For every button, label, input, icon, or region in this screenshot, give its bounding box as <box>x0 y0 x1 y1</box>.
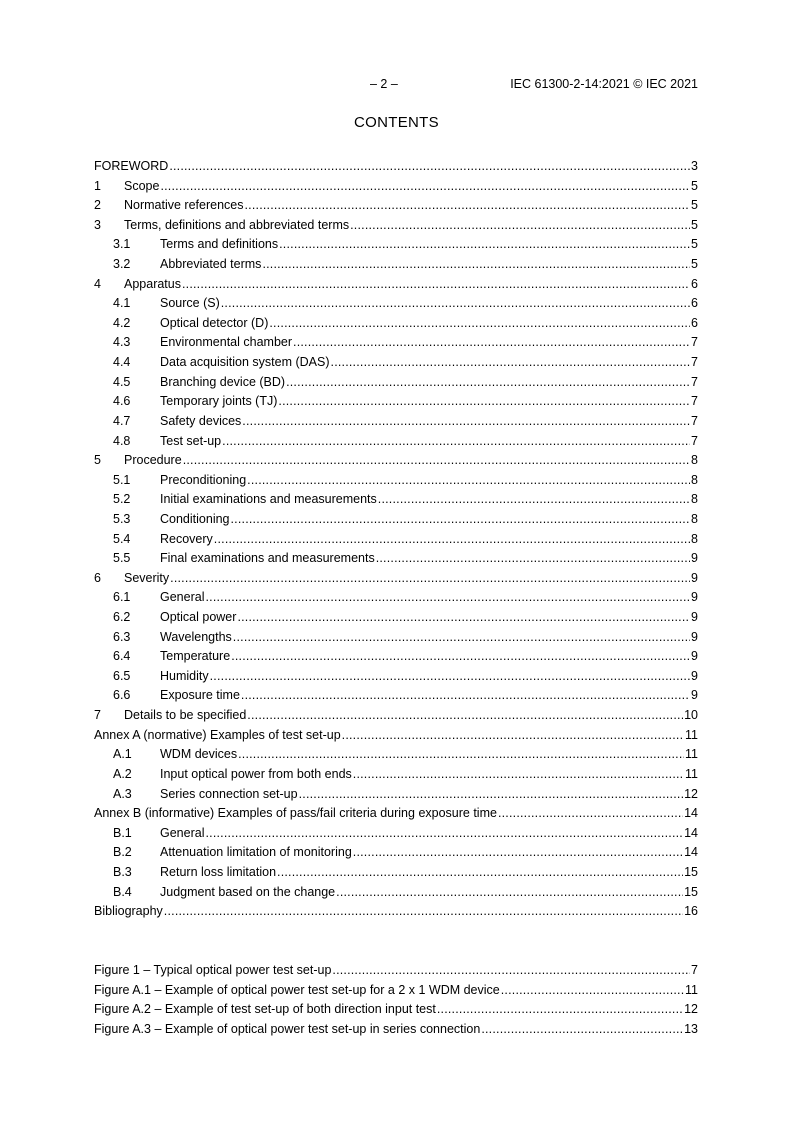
toc-entry[interactable] <box>94 608 698 628</box>
toc-entry-title: Final examinations and measurements <box>160 551 375 566</box>
dot-leader <box>237 608 690 628</box>
toc-entry-page: 5 <box>691 217 698 232</box>
toc-entry[interactable] <box>94 294 698 314</box>
toc-entry[interactable] <box>94 333 698 353</box>
toc-entry-title: Temporary joints (TJ) <box>160 394 278 409</box>
toc-entry-number: B.3 <box>113 864 132 879</box>
toc-entry-number: 1 <box>94 178 101 193</box>
toc-entry[interactable] <box>94 353 698 373</box>
toc-entry-number: 5.2 <box>113 492 131 507</box>
standard-reference: IEC 61300-2-14:2021 © IEC 2021 <box>510 77 698 91</box>
toc-entry-page: 7 <box>691 374 698 389</box>
toc-entry-number: A.2 <box>113 766 132 781</box>
toc-entry[interactable] <box>94 824 698 844</box>
toc-entry-page: 12 <box>684 786 698 801</box>
toc-entry-title: Data acquisition system (DAS) <box>160 355 330 370</box>
toc-entry-title: General <box>160 825 205 840</box>
dot-leader <box>241 686 690 706</box>
toc-entry[interactable] <box>94 490 698 510</box>
toc-entry-title: Wavelengths <box>160 629 232 644</box>
dot-leader <box>481 1020 683 1040</box>
figure-entry-title: Figure 1 – Typical optical power test set-up <box>94 963 332 977</box>
toc-entry-number: A.1 <box>113 747 132 762</box>
toc-entry[interactable] <box>94 628 698 648</box>
dot-leader <box>170 569 690 589</box>
toc-entry-number: 4.2 <box>113 315 131 330</box>
toc-entry-page: 16 <box>684 904 698 919</box>
toc-entry-page: 8 <box>691 472 698 487</box>
toc-entry-page: 11 <box>685 747 698 762</box>
figure-entry[interactable] <box>94 1020 698 1040</box>
toc-entry-number: 6.2 <box>113 610 131 625</box>
dot-leader <box>164 902 683 922</box>
toc-entry-page: 8 <box>691 453 698 468</box>
toc-entry-page: 7 <box>691 355 698 370</box>
dot-leader <box>286 373 690 393</box>
toc-entry-title: Return loss limitation <box>160 864 277 879</box>
toc-entry-title: Optical power <box>160 610 237 625</box>
toc-entry-number: 4.3 <box>113 335 131 350</box>
figure-entry-page: 13 <box>684 1021 698 1036</box>
toc-entry-number: 6 <box>94 570 101 585</box>
toc-entry[interactable] <box>94 785 698 805</box>
dot-leader <box>247 471 690 491</box>
toc-entry[interactable] <box>94 804 698 824</box>
toc-entry-title: Recovery <box>160 531 213 546</box>
toc-entry-number: 4 <box>94 276 101 291</box>
toc-entry-title: Input optical power from both ends <box>160 766 352 781</box>
toc-entry[interactable] <box>94 255 698 275</box>
table-of-contents <box>94 157 698 922</box>
toc-entry-number: 5.1 <box>113 472 131 487</box>
toc-entry-number: 6.5 <box>113 668 131 683</box>
dot-leader <box>331 353 691 373</box>
toc-entry-title: Normative references <box>124 198 244 213</box>
toc-entry-number: 4.7 <box>113 413 131 428</box>
toc-entry-page: 11 <box>685 766 698 781</box>
toc-entry-page: 6 <box>691 276 698 291</box>
dot-leader <box>242 412 690 432</box>
toc-entry-number: 6.4 <box>113 649 131 664</box>
toc-entry[interactable] <box>94 686 698 706</box>
toc-entry-title: Annex A (normative) Examples of test set-up <box>94 727 341 742</box>
toc-entry[interactable] <box>94 530 698 550</box>
dot-leader <box>293 333 690 353</box>
page-header <box>94 76 698 92</box>
toc-entry-page: 9 <box>691 610 698 625</box>
toc-entry-number: 4.6 <box>113 394 131 409</box>
toc-entry[interactable] <box>94 647 698 667</box>
toc-entry-number: 5.5 <box>113 551 131 566</box>
dot-leader <box>231 510 691 530</box>
toc-entry-number: 6.1 <box>113 590 131 605</box>
toc-entry-number: 6.6 <box>113 688 131 703</box>
figure-entry-title: Figure A.3 – Example of optical power test set-up in series connection <box>94 1021 481 1036</box>
toc-entry-title: Preconditioning <box>160 472 247 487</box>
toc-entry-title: Apparatus <box>124 276 181 291</box>
dot-leader <box>233 628 690 648</box>
dot-leader <box>353 765 684 785</box>
toc-entry-title: Optical detector (D) <box>160 315 269 330</box>
toc-entry-page: 6 <box>691 315 698 330</box>
toc-entry-title: Abbreviated terms <box>160 257 262 272</box>
toc-entry-title: Exposure time <box>160 688 240 703</box>
list-of-figures <box>94 961 698 1039</box>
toc-entry-page: 14 <box>684 806 698 821</box>
toc-entry-title: Severity <box>124 570 170 585</box>
toc-entry-title: Judgment based on the change <box>160 884 336 899</box>
toc-entry-number: 4.5 <box>113 374 131 389</box>
toc-entry-title: Annex B (informative) Examples of pass/fail criteria during exposure time <box>94 806 497 821</box>
toc-entry-page: 8 <box>691 511 698 526</box>
toc-entry-page: 14 <box>684 825 698 840</box>
toc-entry-page: 15 <box>684 884 698 899</box>
toc-entry-page: 8 <box>691 492 698 507</box>
toc-entry-title: Test set-up <box>160 433 222 448</box>
dot-leader <box>183 451 690 471</box>
toc-entry[interactable] <box>94 510 698 530</box>
dot-leader <box>245 196 691 216</box>
toc-entry[interactable] <box>94 412 698 432</box>
toc-entry[interactable] <box>94 569 698 589</box>
toc-entry-page: 3 <box>691 159 698 173</box>
toc-entry-number: 3 <box>94 217 101 232</box>
toc-entry-title: WDM devices <box>160 747 238 762</box>
toc-entry[interactable] <box>94 902 698 922</box>
toc-entry-title: Attenuation limitation of monitoring <box>160 845 352 860</box>
figure-entry-page: 11 <box>685 982 698 997</box>
toc-entry-page: 6 <box>691 296 698 311</box>
toc-entry[interactable] <box>94 432 698 452</box>
toc-entry[interactable] <box>94 451 698 471</box>
toc-entry-number: 5 <box>94 453 101 468</box>
dot-leader <box>498 804 683 824</box>
toc-entry-number: 5.3 <box>113 511 131 526</box>
dot-leader <box>160 177 690 197</box>
toc-entry-number: B.1 <box>113 825 132 840</box>
toc-entry-page: 7 <box>691 394 698 409</box>
dot-leader <box>182 275 690 295</box>
dot-leader <box>378 490 690 510</box>
dot-leader <box>214 530 690 550</box>
page-number: – 2 – <box>370 77 398 91</box>
toc-entry-number: 6.3 <box>113 629 131 644</box>
dot-leader <box>210 667 690 687</box>
dot-leader <box>247 706 683 726</box>
toc-entry-title: Humidity <box>160 668 209 683</box>
toc-entry-number: 2 <box>94 198 101 213</box>
dot-leader <box>336 883 683 903</box>
toc-entry-title: Series connection set-up <box>160 786 298 801</box>
toc-entry-title: Bibliography <box>94 904 163 919</box>
toc-entry-page: 5 <box>691 257 698 272</box>
toc-entry-page: 5 <box>691 178 698 193</box>
toc-entry-number: 3.2 <box>113 257 131 272</box>
toc-entry[interactable] <box>94 157 698 177</box>
figure-entry[interactable] <box>94 961 698 981</box>
toc-entry-number: 4.4 <box>113 355 131 370</box>
dot-leader <box>278 392 690 412</box>
toc-entry[interactable] <box>94 588 698 608</box>
dot-leader <box>437 1000 683 1020</box>
dot-leader <box>231 647 690 667</box>
toc-entry-title: Source (S) <box>160 296 220 311</box>
toc-entry-page: 9 <box>691 570 698 585</box>
dot-leader <box>222 432 690 452</box>
toc-entry-page: 14 <box>684 845 698 860</box>
figure-entry-title: Figure A.2 – Example of test set-up of both direction input test <box>94 1002 436 1017</box>
toc-entry-title: Details to be specified <box>124 708 247 723</box>
toc-entry[interactable] <box>94 314 698 334</box>
toc-entry-title: Environmental chamber <box>160 335 293 350</box>
toc-entry[interactable] <box>94 863 698 883</box>
dot-leader <box>205 588 690 608</box>
toc-entry[interactable] <box>94 549 698 569</box>
toc-entry-number: B.4 <box>113 884 132 899</box>
toc-entry-title: Branching device (BD) <box>160 374 286 389</box>
figure-entry[interactable] <box>94 1000 698 1020</box>
toc-entry-title: FOREWORD <box>94 159 169 173</box>
toc-entry[interactable] <box>94 216 698 236</box>
dot-leader <box>376 549 690 569</box>
toc-entry-page: 8 <box>691 531 698 546</box>
toc-entry-page: 9 <box>691 551 698 566</box>
toc-entry-page: 7 <box>691 335 698 350</box>
dot-leader <box>350 216 690 236</box>
toc-entry-page: 11 <box>685 727 698 742</box>
toc-entry-title: Temperature <box>160 649 231 664</box>
toc-entry[interactable] <box>94 373 698 393</box>
dot-leader <box>501 981 684 1001</box>
dot-leader <box>353 843 683 863</box>
toc-entry-title: Terms and definitions <box>160 237 279 252</box>
toc-entry-page: 15 <box>684 864 698 879</box>
toc-entry[interactable] <box>94 392 698 412</box>
toc-entry[interactable] <box>94 196 698 216</box>
dot-leader <box>269 314 690 334</box>
toc-entry-number: 7 <box>94 708 101 723</box>
toc-entry-title: Safety devices <box>160 413 242 428</box>
toc-entry-number: 4.8 <box>113 433 131 448</box>
toc-entry[interactable] <box>94 177 698 197</box>
toc-entry[interactable] <box>94 765 698 785</box>
dot-leader <box>279 235 690 255</box>
toc-entry-title: Conditioning <box>160 511 230 526</box>
toc-entry-number: B.2 <box>113 845 132 860</box>
figure-entry-title: Figure A.1 – Example of optical power test set-up for a 2 x 1 WDM device <box>94 982 500 997</box>
toc-entry[interactable] <box>94 745 698 765</box>
toc-entry-title: Scope <box>124 178 160 193</box>
toc-entry[interactable] <box>94 883 698 903</box>
toc-entry-title: General <box>160 590 205 605</box>
dot-leader <box>205 824 683 844</box>
dot-leader <box>221 294 690 314</box>
figure-entry-page: 12 <box>684 1002 698 1017</box>
toc-entry-page: 9 <box>691 629 698 644</box>
figure-entry-page: 7 <box>691 963 698 977</box>
toc-entry[interactable] <box>94 726 698 746</box>
toc-entry-page: 10 <box>684 708 698 723</box>
dot-leader <box>342 726 684 746</box>
toc-entry[interactable] <box>94 471 698 491</box>
toc-entry-page: 9 <box>691 668 698 683</box>
toc-entry-title: Terms, definitions and abbreviated terms <box>124 217 350 232</box>
toc-entry-title: Initial examinations and measurements <box>160 492 377 507</box>
toc-entry-page: 5 <box>691 237 698 252</box>
toc-entry-page: 9 <box>691 688 698 703</box>
toc-entry[interactable] <box>94 843 698 863</box>
toc-entry-number: A.3 <box>113 786 132 801</box>
dot-leader <box>277 863 683 883</box>
toc-entry[interactable] <box>94 706 698 726</box>
toc-entry[interactable] <box>94 667 698 687</box>
dot-leader <box>169 157 690 177</box>
toc-entry-page: 5 <box>691 198 698 213</box>
toc-entry[interactable] <box>94 235 698 255</box>
toc-entry-page: 7 <box>691 433 698 448</box>
toc-entry-number: 5.4 <box>113 531 131 546</box>
page-title: CONTENTS <box>354 114 439 131</box>
toc-entry-page: 7 <box>691 413 698 428</box>
toc-entry[interactable] <box>94 275 698 295</box>
dot-leader <box>299 785 684 805</box>
dot-leader <box>238 745 684 765</box>
toc-entry-title: Procedure <box>124 453 182 468</box>
figure-entry[interactable] <box>94 981 698 1001</box>
dot-leader <box>332 961 690 981</box>
dot-leader <box>262 255 690 275</box>
toc-entry-number: 4.1 <box>113 296 131 311</box>
toc-entry-page: 9 <box>691 590 698 605</box>
toc-entry-page: 9 <box>691 649 698 664</box>
toc-entry-number: 3.1 <box>113 237 131 252</box>
